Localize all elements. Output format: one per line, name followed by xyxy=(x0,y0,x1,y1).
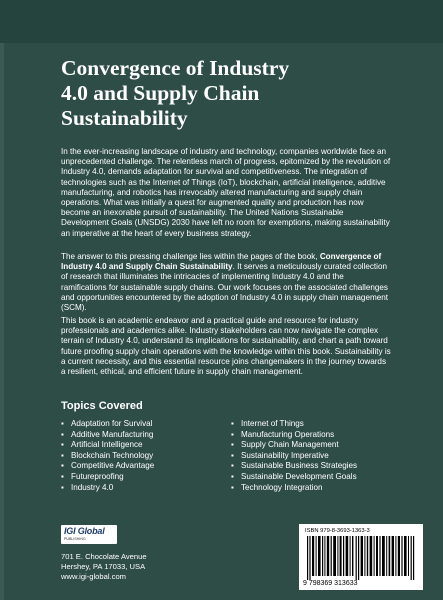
topic-item xyxy=(61,430,154,441)
bullet-icon: ▪ xyxy=(61,461,64,471)
topic-item xyxy=(231,419,357,430)
publisher-website-link[interactable]: www.igi-global.com xyxy=(61,572,126,582)
title-line-2: 4.0 and Supply Chain xyxy=(61,81,260,105)
publisher-logo xyxy=(61,525,117,544)
bullet-icon: ▪ xyxy=(61,450,64,460)
description-paragraph-3: This book is an academic endeavor and a practical guide and resource for industry professionals and academics alike. Industry stakeholders can now navigate the complex terrain of Industry 4.0, understand its implications for sustainability, and chart a path toward future proofing supply chain operations with the knowledge within this book. Sustainability is a current necessity, and this essential resource joins changemakers in the journey towards a resilient, ethical, and efficient future in supply chain management. xyxy=(61,316,391,377)
topic-item xyxy=(231,472,357,483)
topic-label: Industry 4.0 xyxy=(71,482,114,492)
spine-edge xyxy=(0,43,4,600)
bullet-icon: ▪ xyxy=(61,429,64,439)
topic-item xyxy=(61,483,154,494)
bullet-icon: ▪ xyxy=(231,419,234,428)
bullet-icon: ▪ xyxy=(61,419,64,428)
publisher-logo-name: IGI Global xyxy=(64,526,105,536)
publisher-address xyxy=(61,552,147,582)
topic-item xyxy=(61,440,154,451)
topic-label: Sustainable Development Goals xyxy=(241,471,357,481)
bullet-icon: ▪ xyxy=(231,450,234,460)
title-line-1: Convergence of Industry xyxy=(61,56,290,80)
topic-item xyxy=(61,472,154,483)
isbn-label: ISBN 979-8-3693-1363-3 xyxy=(305,528,370,534)
topic-item xyxy=(231,483,357,494)
bullet-icon: ▪ xyxy=(231,440,234,450)
description-paragraph-1: In the ever-increasing landscape of industry and technology, companies worldwide face an unprecedented challenge. The relentless march of progress, epitomized by the revolution of Industry 4.0, demands adaptation for survival and competitiveness. The integration of technologies such as the Internet of Things (IoT), blockchain, artificial intelligence, additive manufacturing, and robotics has irrevocably altered manufacturing and supply chain operations. What was initially a quest for augmented quality and production has now become an inexorable pursuit of sustainability. The United Nations Sustainable Development Goals (UNSDG) 2030 have left no room for exemptions, making sustainability an imperative at the heart of every business strategy. xyxy=(61,147,391,238)
topic-label: Sustainable Business Strategies xyxy=(241,461,358,471)
top-band xyxy=(0,0,443,43)
bullet-icon: ▪ xyxy=(61,440,64,450)
isbn-barcode xyxy=(299,524,423,590)
topic-label: Artificial Intelligence xyxy=(71,440,143,450)
topics-list-right xyxy=(231,419,357,493)
topic-label: Blockchain Technology xyxy=(71,450,154,460)
bullet-icon: ▪ xyxy=(231,482,234,492)
topic-label: Additive Manufacturing xyxy=(71,429,154,439)
topic-item xyxy=(231,461,357,472)
book-title xyxy=(61,56,391,131)
topic-label: Sustainability Imperative xyxy=(241,450,329,460)
title-line-3: Sustainability xyxy=(61,106,188,130)
topic-label: Internet of Things xyxy=(241,419,304,428)
bullet-icon: ▪ xyxy=(231,461,234,471)
address-street: 701 E. Chocolate Avenue xyxy=(61,552,147,561)
topic-label: Technology Integration xyxy=(241,482,323,492)
topics-list-left xyxy=(61,419,154,493)
topic-label: Futureproofing xyxy=(71,471,124,481)
publisher-logo-tagline: PUBLISHING xyxy=(64,537,86,541)
paragraph-2-rest: . It serves a meticulously curated collection of research that illuminates the intricacies of implementing Industry 4.0 and the ramifications for sustainable supply chains. Our work focuses on the associated challenges and opportunities encountered by the adoption of Industry 4.0 in supply chain management (SCM). xyxy=(61,262,389,313)
topic-item xyxy=(61,451,154,462)
bullet-icon: ▪ xyxy=(61,482,64,492)
barcode-icon xyxy=(307,536,415,580)
topic-label: Competitive Advantage xyxy=(71,461,155,471)
bullet-icon: ▪ xyxy=(231,429,234,439)
bullet-icon: ▪ xyxy=(231,471,234,481)
description-paragraph-2 xyxy=(61,252,391,313)
barcode-digits: 9 798369 313633 xyxy=(303,580,358,587)
topic-item xyxy=(231,440,357,451)
topic-label: Manufacturing Operations xyxy=(241,429,335,439)
topics-heading: Topics Covered xyxy=(61,400,143,412)
bullet-icon: ▪ xyxy=(61,471,64,481)
topic-item xyxy=(61,419,154,430)
topic-item xyxy=(231,451,357,462)
topic-item xyxy=(61,461,154,472)
paragraph-2-intro: The answer to this pressing challenge lies within the pages of the book, xyxy=(61,252,320,261)
topic-label: Adaptation for Survival xyxy=(71,419,153,428)
paragraph-2-book-title: Convergence of Industry 4.0 and Supply Chain Sustainability xyxy=(61,252,382,272)
topic-item xyxy=(231,430,357,441)
topic-label: Supply Chain Management xyxy=(241,440,339,450)
address-city: Hershey, PA 17033, USA xyxy=(61,562,146,572)
